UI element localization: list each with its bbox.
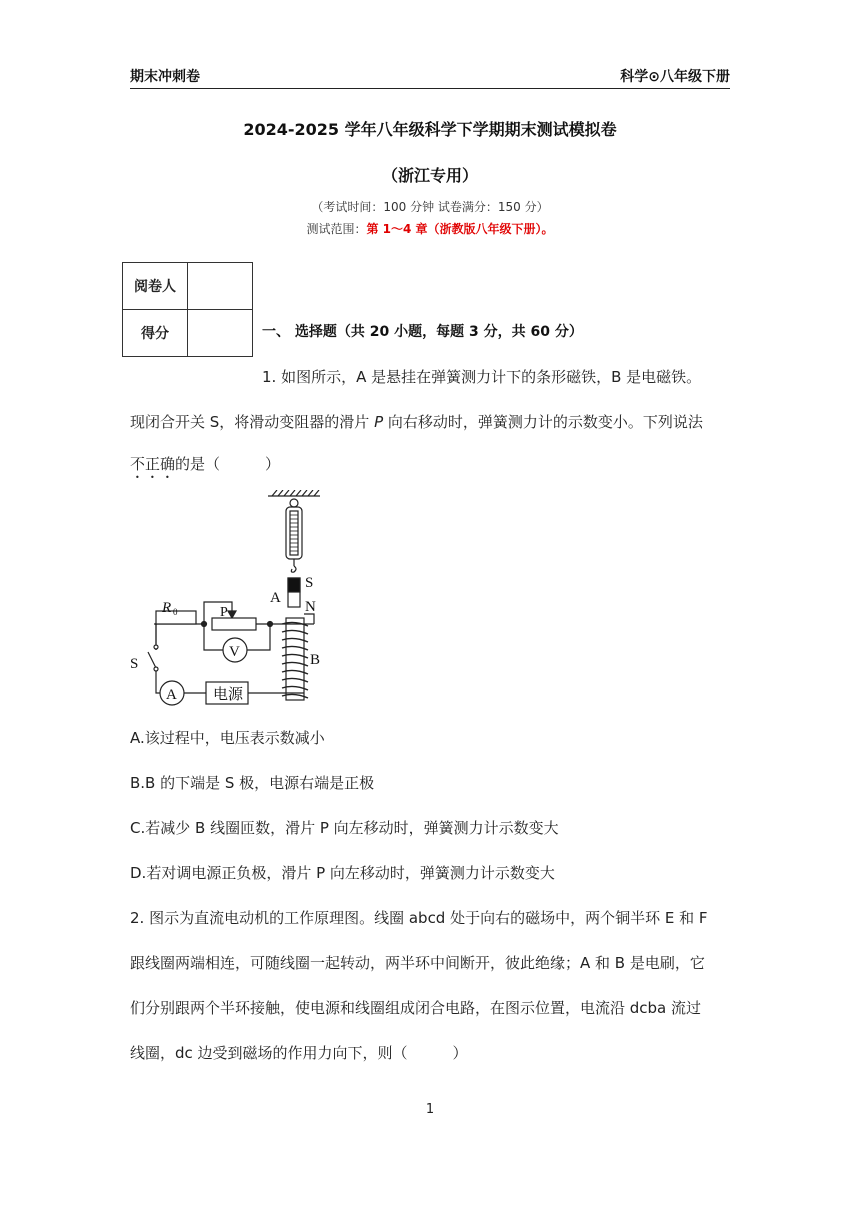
- q1-option-c: C.若减少 B 线圈匝数，滑片 P 向左移动时，弹簧测力计示数变大: [130, 819, 559, 837]
- header-left: 期末冲刺卷: [130, 69, 200, 85]
- q2-line4: 线圈，dc 边受到磁场的作用力向下，则（ ）: [130, 1044, 468, 1062]
- rheostat: [212, 618, 256, 630]
- q1-emphasis: 不正确: [130, 455, 176, 473]
- switch-contact-top: [154, 645, 158, 649]
- q1-option-a: A.该过程中，电压表示数减小: [130, 729, 325, 747]
- magnet-s-half: [288, 578, 300, 592]
- q1-line3: [130, 453, 280, 482]
- reviewer-cell: [188, 263, 253, 310]
- slider-arrow: [228, 611, 236, 618]
- q1-line2: [130, 411, 703, 432]
- bottom-left-wire: [156, 671, 160, 693]
- section-heading: 一、 选择题（共 20 小题，每题 3 分，共 60 分）: [262, 324, 583, 340]
- score-cell: [188, 310, 253, 357]
- r0-label: R: [162, 600, 172, 616]
- wire-into-coil: [304, 614, 314, 624]
- q1-option-d: D.若对调电源正负极，滑片 P 向左移动时，弹簧测力计示数变大: [130, 864, 555, 882]
- magnet-a-label: A: [270, 590, 281, 606]
- reviewer-label: 阅卷人: [123, 263, 188, 310]
- scale-ticks: [290, 515, 298, 551]
- test-scope-label: 测试范围：: [306, 222, 367, 236]
- electromagnet-b-label: B: [310, 652, 321, 668]
- scale-hook: [291, 566, 296, 572]
- test-scope-value: 第 1～4 章（浙教版八年级下册）: [366, 222, 542, 236]
- header-right: 科学⊙八年级下册: [620, 69, 730, 85]
- q1-option-b: B.B 的下端是 S 极，电源右端是正极: [130, 774, 375, 792]
- page-title: 2024-2025 学年八年级科学下学期期末测试模拟卷: [243, 120, 617, 139]
- page-number: 1: [425, 1102, 435, 1117]
- exam-info: （考试时间：100 分钟 试卷满分：150 分）: [311, 200, 549, 214]
- q2-line1: 2. 图示为直流电动机的工作原理图。线圈 abcd 处于向右的磁场中，两个铜半环 E 和 F: [130, 909, 708, 927]
- q1-line2-a: 现闭合开关 S，将滑动变阻器的滑片: [130, 413, 375, 431]
- q2-line3: 们分别跟两个半环接触，使电源和线圈组成闭合电路，在图示位置，电流沿 dcba 流过: [130, 999, 702, 1017]
- scale-ring: [290, 499, 298, 507]
- scale-window: [290, 511, 298, 555]
- power-supply-label: 电源: [213, 687, 244, 703]
- q1-circuit-figure: [128, 490, 328, 710]
- voltmeter-label: V: [229, 644, 240, 660]
- q1-line2-p: P: [374, 413, 384, 431]
- q1-line2-b: 向右移动时，弹簧测力计的示数变小。下列说法: [383, 413, 703, 431]
- switch-lever: [148, 652, 156, 668]
- test-scope: [0, 220, 860, 237]
- page-subtitle: （浙江专用）: [381, 166, 478, 185]
- q2-line2: 跟线圈两端相连，可随线圈一起转动，两半环中间断开，彼此绝缘；A 和 B 是电刷，它: [130, 954, 705, 972]
- slider-label: P: [220, 605, 228, 620]
- score-label: 得分: [123, 310, 188, 357]
- header-rule: [130, 88, 730, 89]
- switch-label: S: [130, 656, 139, 672]
- grading-table: [122, 262, 253, 357]
- ammeter-label: A: [166, 687, 177, 703]
- test-scope-end: 。: [541, 222, 554, 236]
- s-pole-label: S: [305, 575, 314, 591]
- q1-line3-rest: 的是（ ）: [175, 455, 281, 473]
- ceiling-hatch: [272, 490, 319, 496]
- r0-subscript: 0: [173, 607, 178, 617]
- switch-contact-bottom: [154, 667, 158, 671]
- q1-line1: 1. 如图所示，A 是悬挂在弹簧测力计下的条形磁铁，B 是电磁铁。: [262, 368, 702, 386]
- n-pole-label: N: [305, 599, 316, 615]
